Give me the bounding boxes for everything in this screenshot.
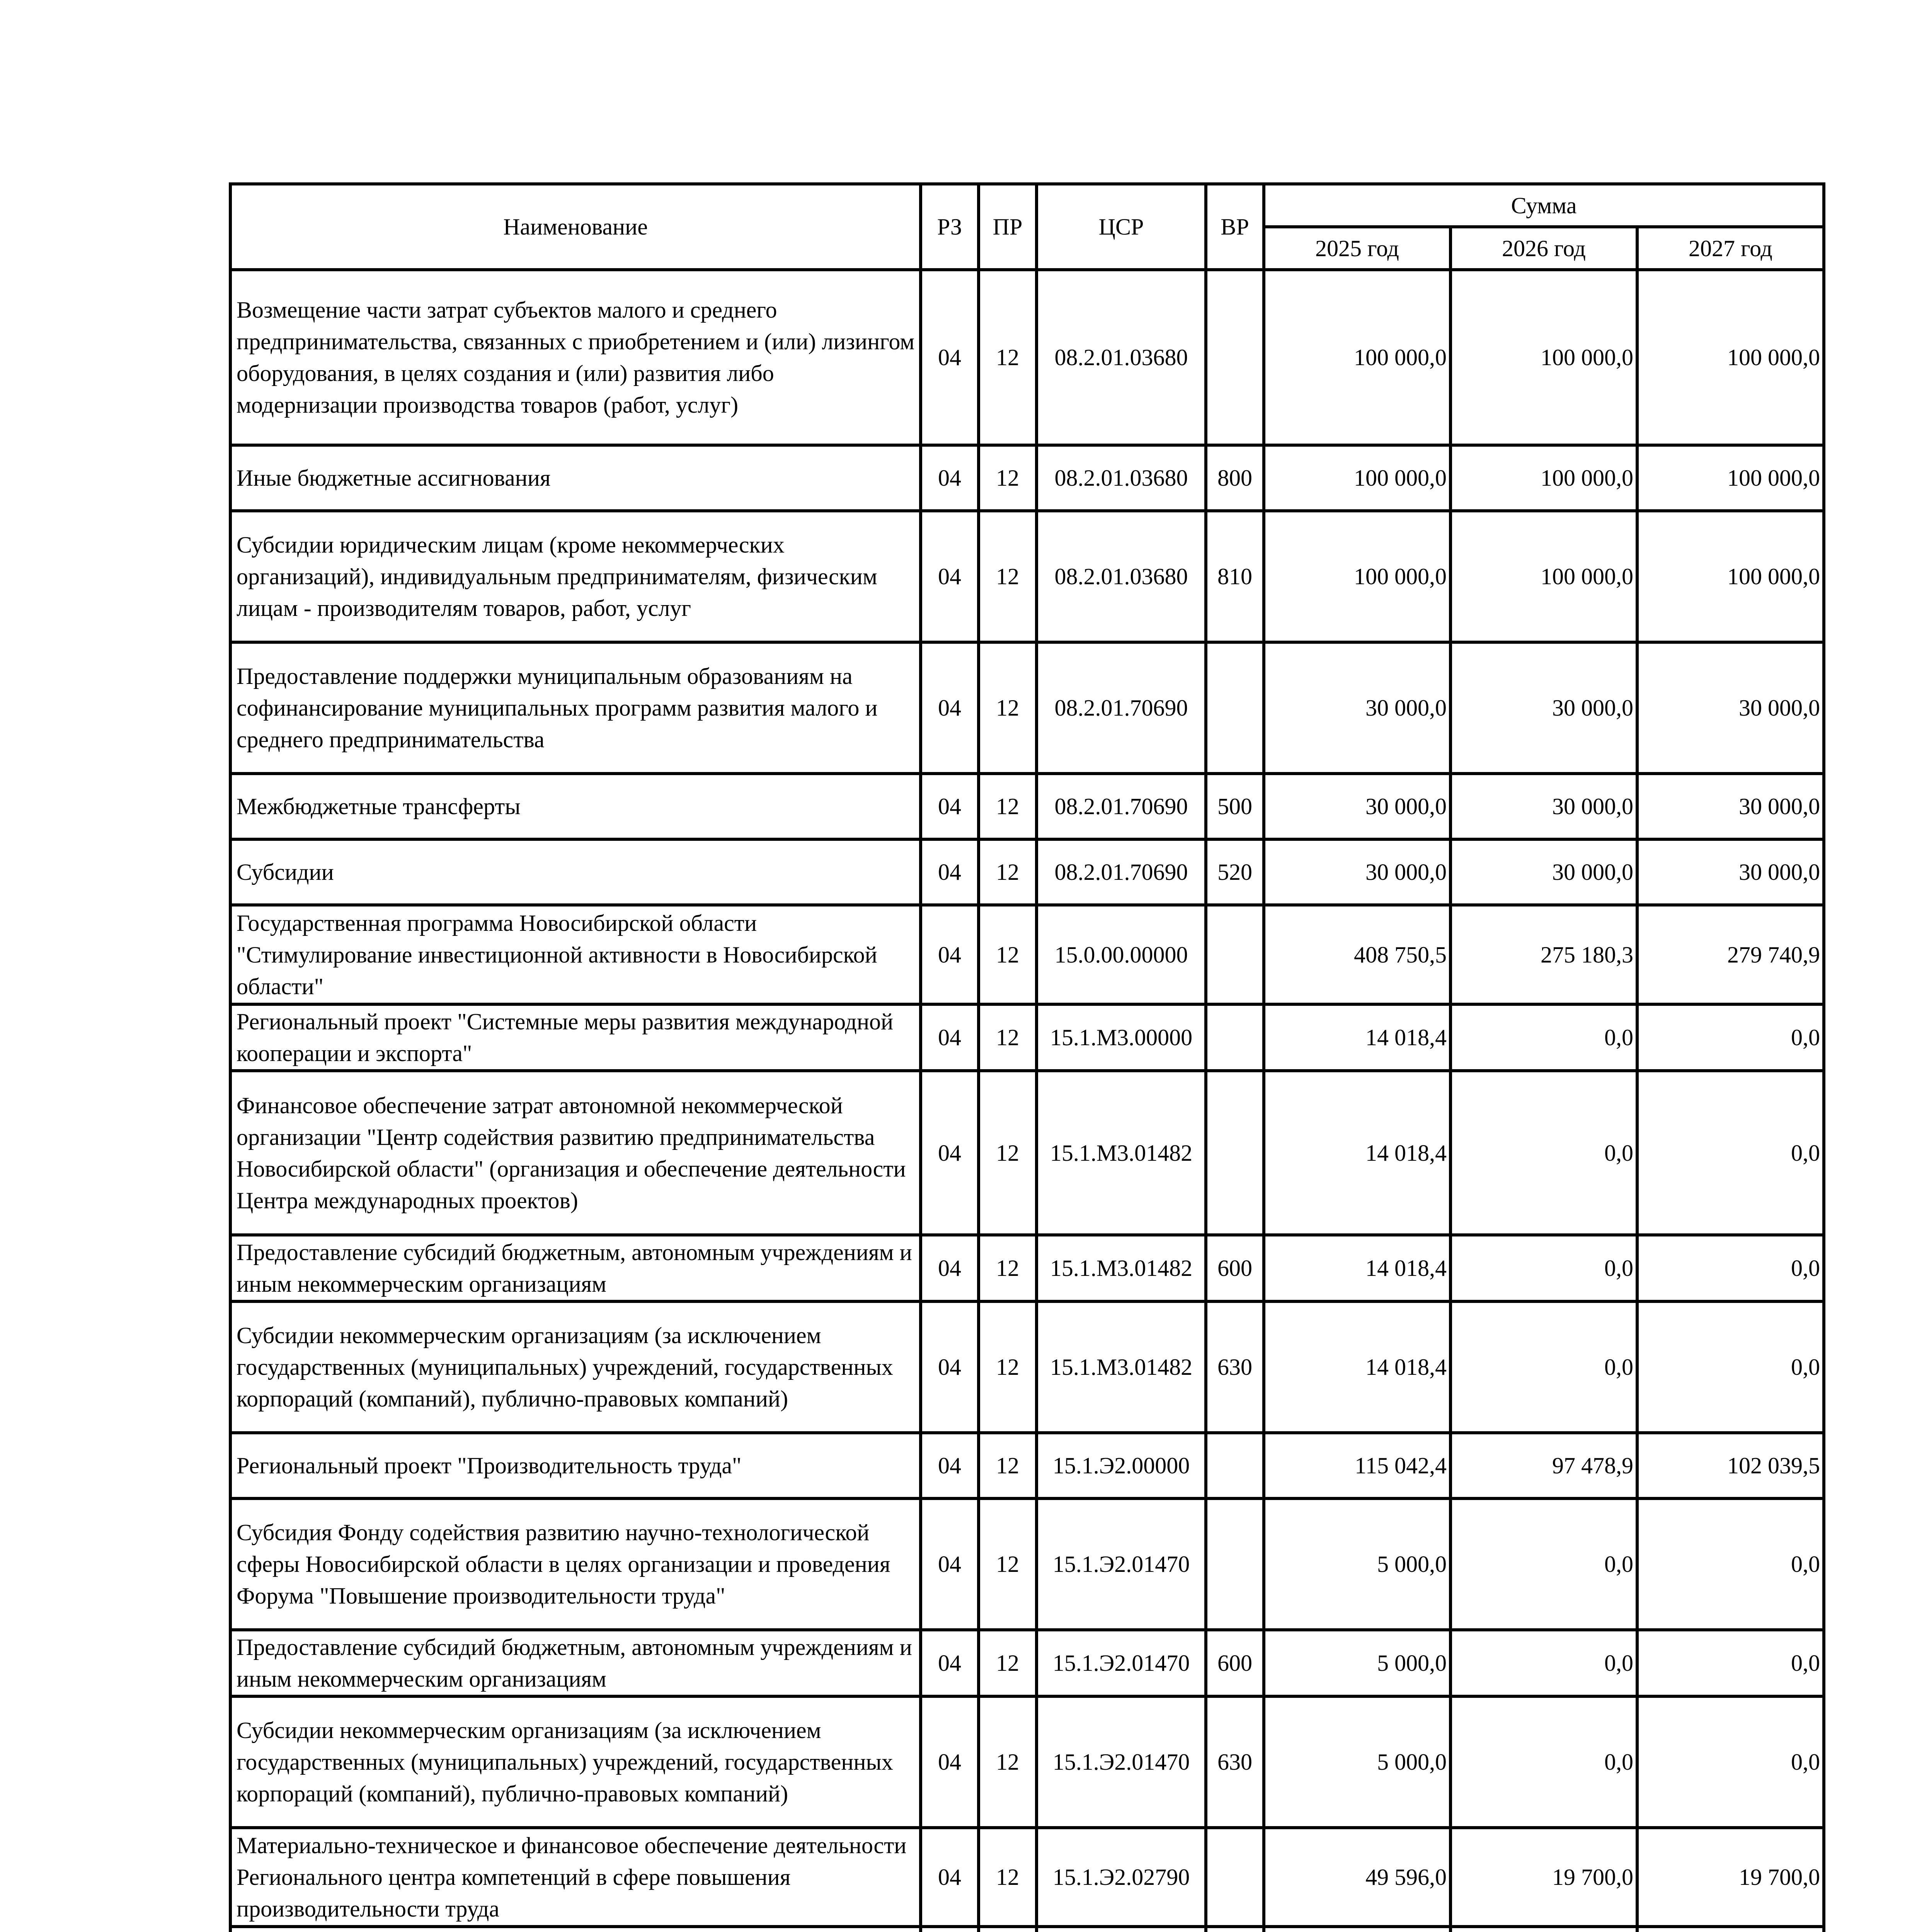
- cell-2025: 30 000,0: [1264, 774, 1451, 839]
- cell-2027: 0,0: [1637, 1004, 1824, 1071]
- cell-2025: [1264, 1927, 1451, 1932]
- cell-vr: 800: [1206, 445, 1264, 511]
- cell-vr: [1206, 905, 1264, 1004]
- cell-2027: 0,0: [1637, 1498, 1824, 1630]
- table-row: [230, 1004, 1824, 1071]
- cell-name: Иные бюджетные ассигнования: [230, 445, 921, 511]
- cell-2027: 279 740,9: [1637, 905, 1824, 1004]
- table-row: [230, 1630, 1824, 1696]
- cell-2025: 14 018,4: [1264, 1235, 1451, 1301]
- cell-2025: 14 018,4: [1264, 1301, 1451, 1433]
- cell-vr: [1206, 270, 1264, 445]
- cell-pr: [979, 1927, 1037, 1932]
- cell-csr: 15.1.Э2.01470: [1037, 1630, 1206, 1696]
- cell-name: Предоставление субсидий бюджетным, автономным учреждениям и иным некоммерческим организациям: [230, 1630, 921, 1696]
- table-header: [230, 184, 1824, 270]
- cell-name: Государственная программа Новосибирской области "Стимулирование инвестиционной активности в Новосибирской области": [230, 905, 921, 1004]
- cell-csr: 15.1.Э2.00000: [1037, 1433, 1206, 1498]
- cell-name: Возмещение части затрат субъектов малого и среднего предпринимательства, связанных с приобретением и (или) лизингом оборудования, в целях создания и (или) развития либо модернизации производства товаров (работ, услуг): [230, 270, 921, 445]
- cell-vr: 810: [1206, 511, 1264, 642]
- cell-pr: 12: [979, 1433, 1037, 1498]
- cell-2025: 5 000,0: [1264, 1498, 1451, 1630]
- cell-rz: 04: [921, 1498, 979, 1630]
- cell-csr: 15.1.Э2.02790: [1037, 1828, 1206, 1927]
- cell-2027: 0,0: [1637, 1630, 1824, 1696]
- cell-rz: 04: [921, 270, 979, 445]
- cell-pr: 12: [979, 270, 1037, 445]
- cell-csr: 15.1.М3.01482: [1037, 1071, 1206, 1235]
- cell-2026: [1451, 1927, 1637, 1932]
- cell-2025: 14 018,4: [1264, 1071, 1451, 1235]
- cell-csr: 08.2.01.03680: [1037, 270, 1206, 445]
- cell-pr: 12: [979, 1301, 1037, 1433]
- cell-pr: 12: [979, 1630, 1037, 1696]
- cell-name: Субсидия Фонду содействия развитию научно-технологической сферы Новосибирской области в целях организации и проведения Форума "Повышение производительности труда": [230, 1498, 921, 1630]
- header-rz: РЗ: [921, 184, 979, 270]
- cell-pr: 12: [979, 1828, 1037, 1927]
- table-row: [230, 1498, 1824, 1630]
- cell-rz: 04: [921, 839, 979, 905]
- cell-vr: 500: [1206, 774, 1264, 839]
- header-sum: Сумма: [1264, 184, 1824, 227]
- cell-name: Субсидии юридическим лицам (кроме некоммерческих организаций), индивидуальным предпринимателям, физическим лицам - производителям товаров, работ, услуг: [230, 511, 921, 642]
- table-row: [230, 1828, 1824, 1927]
- cell-2026: 30 000,0: [1451, 839, 1637, 905]
- cell-rz: 04: [921, 1004, 979, 1071]
- cell-rz: 04: [921, 905, 979, 1004]
- cell-2026: 97 478,9: [1451, 1433, 1637, 1498]
- cell-2025: 5 000,0: [1264, 1696, 1451, 1828]
- cell-rz: 04: [921, 445, 979, 511]
- cell-2027: 100 000,0: [1637, 270, 1824, 445]
- cell-csr: 08.2.01.70690: [1037, 839, 1206, 905]
- table-row: [230, 839, 1824, 905]
- cell-2025: 14 018,4: [1264, 1004, 1451, 1071]
- cell-2026: 0,0: [1451, 1301, 1637, 1433]
- table-row: [230, 642, 1824, 774]
- table-row: [230, 1301, 1824, 1433]
- cell-2026: 0,0: [1451, 1498, 1637, 1630]
- cell-name: Субсидии некоммерческим организациям (за исключением государственных (муниципальных) учреждений, государственных корпораций (компаний), публично-правовых компаний): [230, 1301, 921, 1433]
- cell-2025: 100 000,0: [1264, 445, 1451, 511]
- cell-rz: 04: [921, 1301, 979, 1433]
- cell-2027: 0,0: [1637, 1071, 1824, 1235]
- cell-csr: 15.1.М3.01482: [1037, 1301, 1206, 1433]
- table-row: [230, 1696, 1824, 1828]
- cell-rz: 04: [921, 1828, 979, 1927]
- cell-2027: 0,0: [1637, 1301, 1824, 1433]
- cell-2026: 19 700,0: [1451, 1828, 1637, 1927]
- table-row: [230, 774, 1824, 839]
- table-row: [230, 1433, 1824, 1498]
- cell-csr: 15.1.М3.00000: [1037, 1004, 1206, 1071]
- cell-vr: [1206, 1433, 1264, 1498]
- table-row: [230, 1235, 1824, 1301]
- cell-2026: 275 180,3: [1451, 905, 1637, 1004]
- cell-2027: 102 039,5: [1637, 1433, 1824, 1498]
- cell-2026: 30 000,0: [1451, 774, 1637, 839]
- cell-pr: 12: [979, 445, 1037, 511]
- cell-2027: [1637, 1927, 1824, 1932]
- header-2026: 2026 год: [1451, 227, 1637, 270]
- header-pr: ПР: [979, 184, 1037, 270]
- cell-2025: 100 000,0: [1264, 511, 1451, 642]
- cell-2025: 49 596,0: [1264, 1828, 1451, 1927]
- cell-rz: 04: [921, 774, 979, 839]
- table-row: [230, 1071, 1824, 1235]
- cell-pr: 12: [979, 774, 1037, 839]
- cell-csr: 08.2.01.70690: [1037, 642, 1206, 774]
- cell-2026: 100 000,0: [1451, 445, 1637, 511]
- cell-pr: 12: [979, 1696, 1037, 1828]
- cell-rz: 04: [921, 1630, 979, 1696]
- cell-csr: 15.1.М3.01482: [1037, 1235, 1206, 1301]
- cell-2027: 30 000,0: [1637, 774, 1824, 839]
- cell-vr: [1206, 1828, 1264, 1927]
- cell-pr: 12: [979, 905, 1037, 1004]
- cell-2025: 30 000,0: [1264, 642, 1451, 774]
- cell-2026: 0,0: [1451, 1630, 1637, 1696]
- cell-pr: 12: [979, 642, 1037, 774]
- table-row: [230, 511, 1824, 642]
- header-2027: 2027 год: [1637, 227, 1824, 270]
- cell-pr: 12: [979, 1004, 1037, 1071]
- cell-2026: 100 000,0: [1451, 270, 1637, 445]
- cell-csr: [1037, 1927, 1206, 1932]
- cell-pr: 12: [979, 1498, 1037, 1630]
- cell-name: [230, 1927, 921, 1932]
- cell-pr: 12: [979, 1235, 1037, 1301]
- cell-vr: 600: [1206, 1235, 1264, 1301]
- cell-vr: [1206, 1071, 1264, 1235]
- cell-name: Финансовое обеспечение затрат автономной некоммерческой организации "Центр содействия развитию предпринимательства Новосибирской области" (организация и обеспечение деятельности Центра международных проектов): [230, 1071, 921, 1235]
- cell-rz: [921, 1927, 979, 1932]
- cell-name: Субсидии некоммерческим организациям (за исключением государственных (муниципальных) учреждений, государственных корпораций (компаний), публично-правовых компаний): [230, 1696, 921, 1828]
- cell-2027: 100 000,0: [1637, 445, 1824, 511]
- cell-csr: 15.1.Э2.01470: [1037, 1696, 1206, 1828]
- cell-rz: 04: [921, 1235, 979, 1301]
- cell-vr: [1206, 642, 1264, 774]
- cell-name: Субсидии: [230, 839, 921, 905]
- cell-name: Региональный проект "Системные меры развития международной кооперации и экспорта": [230, 1004, 921, 1071]
- cell-csr: 08.2.01.03680: [1037, 445, 1206, 511]
- cell-2027: 30 000,0: [1637, 642, 1824, 774]
- header-csr: ЦСР: [1037, 184, 1206, 270]
- cell-2027: 30 000,0: [1637, 839, 1824, 905]
- cell-2027: 100 000,0: [1637, 511, 1824, 642]
- header-vr: ВР: [1206, 184, 1264, 270]
- cell-rz: 04: [921, 1696, 979, 1828]
- cell-2027: 19 700,0: [1637, 1828, 1824, 1927]
- cell-name: Предоставление поддержки муниципальным образованиям на софинансирование муниципальных программ развития малого и среднего предпринимательства: [230, 642, 921, 774]
- cell-vr: [1206, 1498, 1264, 1630]
- cell-2026: 0,0: [1451, 1696, 1637, 1828]
- cell-csr: 08.2.01.70690: [1037, 774, 1206, 839]
- cell-rz: 04: [921, 642, 979, 774]
- cell-vr: 630: [1206, 1301, 1264, 1433]
- cell-name: Предоставление субсидий бюджетным, автономным учреждениям и иным некоммерческим организациям: [230, 1235, 921, 1301]
- cell-vr: 520: [1206, 839, 1264, 905]
- cell-pr: 12: [979, 839, 1037, 905]
- cell-2026: 30 000,0: [1451, 642, 1637, 774]
- cell-vr: 630: [1206, 1696, 1264, 1828]
- cell-rz: 04: [921, 1071, 979, 1235]
- cell-2025: 30 000,0: [1264, 839, 1451, 905]
- cell-pr: 12: [979, 511, 1037, 642]
- cell-2025: 100 000,0: [1264, 270, 1451, 445]
- cell-vr: [1206, 1927, 1264, 1932]
- table-row: [230, 270, 1824, 445]
- cell-csr: 15.1.Э2.01470: [1037, 1498, 1206, 1630]
- cell-2025: 408 750,5: [1264, 905, 1451, 1004]
- cell-rz: 04: [921, 511, 979, 642]
- table-row: [230, 1927, 1824, 1932]
- cell-rz: 04: [921, 1433, 979, 1498]
- cell-2026: 100 000,0: [1451, 511, 1637, 642]
- table-row: [230, 905, 1824, 1004]
- cell-vr: 600: [1206, 1630, 1264, 1696]
- budget-table: [229, 182, 1825, 1932]
- cell-vr: [1206, 1004, 1264, 1071]
- table-row: [230, 445, 1824, 511]
- header-2025: 2025 год: [1264, 227, 1451, 270]
- cell-2026: 0,0: [1451, 1004, 1637, 1071]
- cell-2025: 115 042,4: [1264, 1433, 1451, 1498]
- header-name: Наименование: [230, 184, 921, 270]
- cell-pr: 12: [979, 1071, 1037, 1235]
- cell-name: Региональный проект "Производительность труда": [230, 1433, 921, 1498]
- cell-csr: 08.2.01.03680: [1037, 511, 1206, 642]
- cell-name: Межбюджетные трансферты: [230, 774, 921, 839]
- cell-2026: 0,0: [1451, 1235, 1637, 1301]
- table-body: [230, 270, 1824, 1932]
- cell-name: Материально-техническое и финансовое обеспечение деятельности Регионального центра компетенций в сфере повышения производительности труда: [230, 1828, 921, 1927]
- cell-2026: 0,0: [1451, 1071, 1637, 1235]
- cell-2027: 0,0: [1637, 1696, 1824, 1828]
- cell-2025: 5 000,0: [1264, 1630, 1451, 1696]
- cell-csr: 15.0.00.00000: [1037, 905, 1206, 1004]
- cell-2027: 0,0: [1637, 1235, 1824, 1301]
